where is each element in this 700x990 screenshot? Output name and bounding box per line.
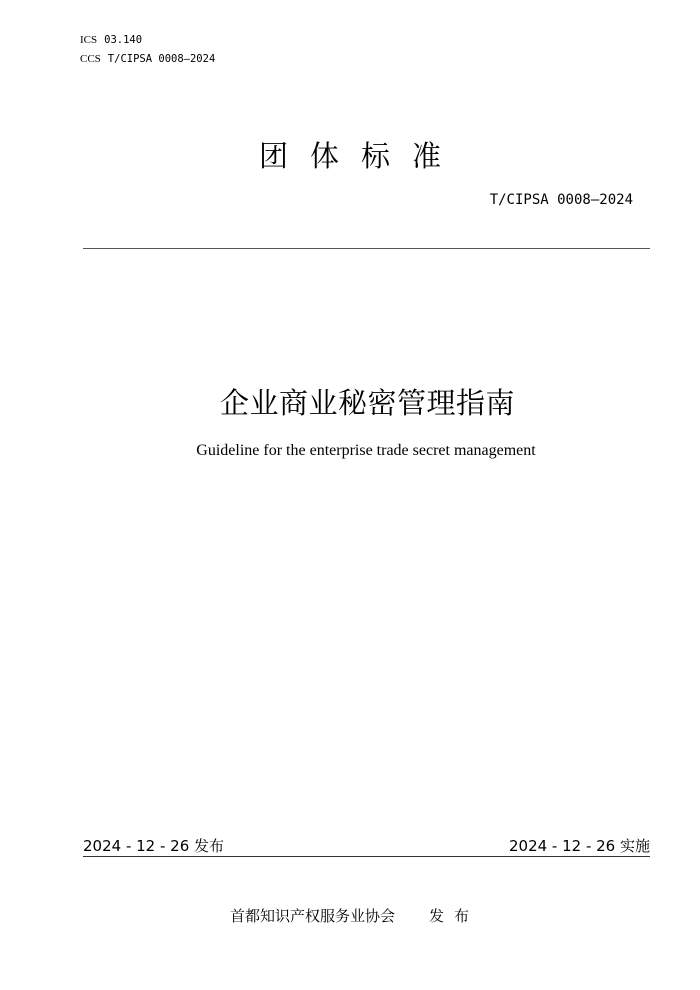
standard-code: T/CIPSA 0008—2024 [489, 192, 633, 208]
publish-date: 2024 - 12 - 26 发布 [83, 837, 225, 855]
footer-divider [83, 856, 650, 857]
implement-date: 2024 - 12 - 26 实施 [508, 837, 650, 855]
ccs-label: CCS [80, 53, 101, 65]
title-english: Guideline for the enterprise trade secret management [196, 442, 536, 459]
header-divider [83, 248, 650, 249]
publisher-line [230, 905, 479, 926]
ics-value: 03.140 [104, 34, 143, 46]
ccs-value: T/CIPSA 0008—2024 [107, 53, 216, 65]
ics-label: ICS [80, 34, 98, 46]
publish-action: 发布 [429, 907, 480, 925]
title-chinese: 企业商业秘密管理指南 [219, 386, 515, 420]
standard-type-heading: 团体标准 [258, 139, 463, 173]
ccs-classification [80, 53, 215, 65]
ics-classification [80, 34, 142, 46]
publisher-name: 首都知识产权服务业协会 [230, 907, 396, 925]
